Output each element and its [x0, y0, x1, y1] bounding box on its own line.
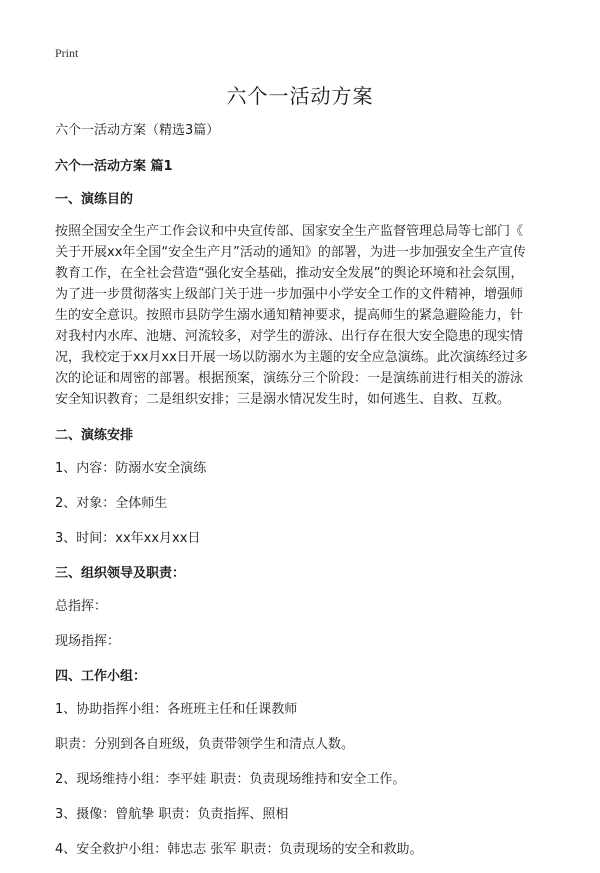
- paragraph-line: 按照全国安全生产工作会议和中央宣传部、国家安全生产监督管理总局等七部门《: [55, 224, 524, 239]
- paragraph-line: 对我村内水库、池塘、河流较多，对学生的游泳、出行存在很大安全隐患的现实情: [55, 329, 524, 344]
- list-item: 总指挥：: [55, 599, 108, 614]
- list-item: 3、摄像：曾航挚 职责：负责指挥、照相: [55, 807, 289, 822]
- section-heading-leadership: 三、组织领导及职责：: [55, 566, 186, 581]
- document-subtitle: 六个一活动方案（精选3篇）: [55, 123, 220, 138]
- print-link[interactable]: Print: [55, 46, 79, 60]
- paragraph-line: 生的安全意识。按照市县防学生溺水通知精神要求，提高师生的紧急避险能力，针: [55, 308, 524, 323]
- list-item: 1、协助指挥小组：各班班主任和任课教师: [55, 702, 298, 717]
- section-paragraph-purpose: [55, 221, 555, 410]
- list-item: 3、时间：xx年xx月xx日: [55, 531, 201, 546]
- paragraph-line: 况，我校定于xx月xx日开展一场以防溺水为主题的安全应急演练。此次演练经过多: [55, 350, 528, 365]
- list-item: 职责：分别到各自班级，负责带领学生和清点人数。: [55, 737, 355, 752]
- list-item: 现场指挥：: [55, 634, 121, 649]
- paragraph-line: 关于开展xx年全国“安全生产月”活动的通知》的部署，为进一步加强安全生产宣传: [55, 245, 526, 260]
- section-heading-working-groups: 四、工作小组：: [55, 669, 147, 684]
- paragraph-line: 次的论证和周密的部署。根据预案，演练分三个阶段：一是演练前进行相关的游泳: [55, 371, 524, 386]
- paragraph-line: 安全知识教育；二是组织安排；三是溺水情况发生时，如何逃生、自救、互救。: [55, 392, 511, 407]
- document-body: [55, 119, 555, 873]
- list-item: 2、现场维持小组：李平娃 职责：负责现场维持和安全工作。: [55, 772, 406, 787]
- article-title: 六个一活动方案 篇1: [55, 159, 173, 174]
- paragraph-line: 为了进一步贯彻落实上级部门关于进一步加强中小学安全工作的文件精神，增强师: [55, 287, 524, 302]
- list-item: 4、安全救护小组：韩忠志 张军 职责：负责现场的安全和救助。: [55, 842, 423, 857]
- list-item: 1、内容：防溺水安全演练: [55, 461, 207, 476]
- section-heading-purpose: 一、演练目的: [55, 192, 134, 207]
- paragraph-line: 教育工作，在全社会营造“强化安全基础，推动安全发展”的舆论环境和社会氛围，: [55, 266, 524, 281]
- document-title: 六个一活动方案: [226, 84, 374, 108]
- list-item: 2、对象：全体师生: [55, 496, 168, 511]
- section-heading-arrangement: 二、演练安排: [55, 428, 134, 443]
